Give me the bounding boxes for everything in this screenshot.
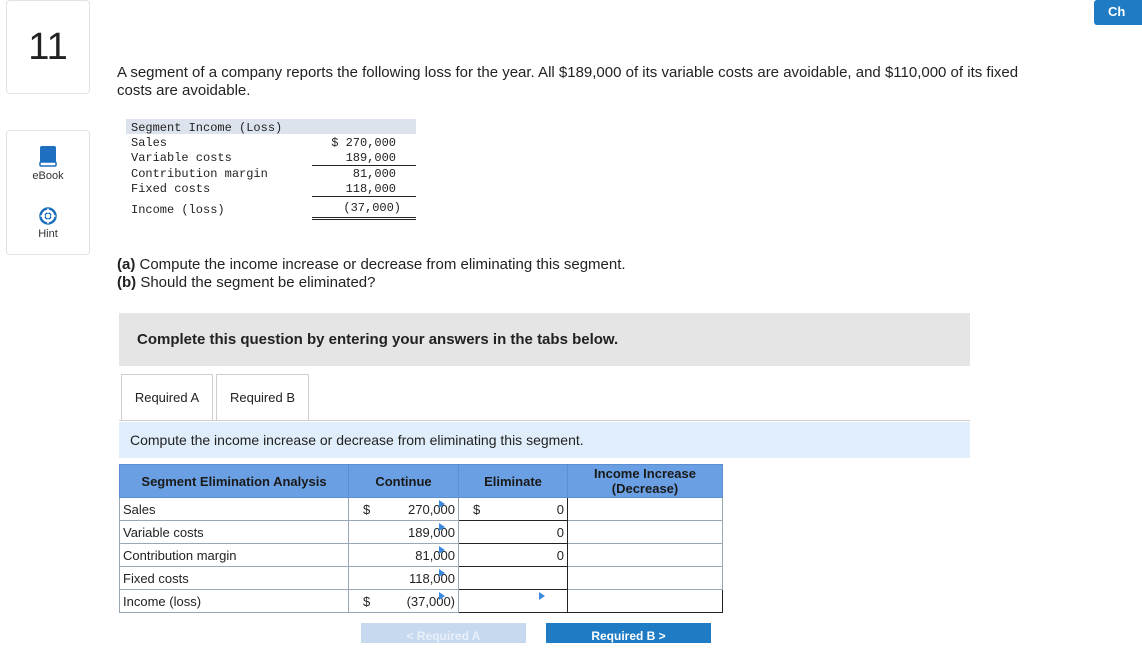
part-b-label: (b) <box>117 274 137 291</box>
eliminate-value: 0 <box>556 501 564 517</box>
question-number <box>6 0 90 94</box>
prev-label: < Required A <box>406 629 481 643</box>
given-label: Sales <box>131 136 168 150</box>
given-label: Income (loss) <box>131 203 225 217</box>
part-b <box>117 274 626 292</box>
eliminate-input[interactable]: 0 <box>459 544 568 567</box>
tab-label: Required B <box>229 390 296 405</box>
sidebar-item-ebook[interactable] <box>7 145 89 182</box>
question-number-text: 11 <box>28 25 68 68</box>
dollar-sign: $ <box>363 501 371 517</box>
income-change-cell <box>568 498 723 521</box>
given-label: Variable costs <box>131 151 232 165</box>
tab-required-b[interactable] <box>216 374 309 421</box>
table-row <box>120 544 723 567</box>
ebook-label: eBook <box>32 170 64 182</box>
tab-label: Required A <box>134 390 200 405</box>
input-marker-icon <box>439 546 445 554</box>
given-double-underline <box>312 217 416 218</box>
given-value: 189,000 <box>345 151 396 165</box>
instruction-banner: Complete this question by entering your answers in the tabs below. <box>119 313 970 366</box>
table-row <box>120 498 723 521</box>
input-marker-icon <box>439 592 445 600</box>
tab-instruction: Compute the income increase or decrease from eliminating this segment. <box>119 422 970 458</box>
header-continue: Continue <box>349 465 459 498</box>
check-my-work-button[interactable] <box>1094 0 1142 25</box>
given-label: Contribution margin <box>131 167 268 181</box>
tab-divider <box>119 420 970 421</box>
table-row <box>120 521 723 544</box>
input-marker-icon <box>439 500 445 508</box>
given-value: (37,000) <box>343 201 401 215</box>
question-text: A segment of a company reports the following loss for the year. All $189,000 of its variable costs are avoidable, and $110,000 of its fixed costs are avoidable. <box>117 64 1019 99</box>
given-value: 118,000 <box>345 182 396 196</box>
input-marker-icon <box>539 592 545 600</box>
given-title: Segment Income (Loss) <box>131 121 283 135</box>
row-label: Variable costs <box>120 521 349 544</box>
sidebar-item-hint[interactable] <box>7 207 89 240</box>
table-header-row <box>120 465 723 498</box>
next-tab-button[interactable] <box>546 623 711 643</box>
part-a <box>117 256 626 274</box>
continue-value: (37,000) <box>406 593 455 609</box>
given-underline <box>312 196 416 197</box>
lifebuoy-icon <box>39 207 57 225</box>
row-label: Contribution margin <box>120 544 349 567</box>
sidebar-tools <box>6 130 90 255</box>
given-double-underline <box>312 219 416 220</box>
table-row <box>120 590 723 613</box>
part-b-text: Should the segment be eliminated? <box>136 274 376 291</box>
income-change-cell <box>568 567 723 590</box>
given-underline <box>312 165 416 166</box>
given-value: $ 270,000 <box>331 136 396 150</box>
question-parts <box>117 256 626 292</box>
eliminate-input[interactable] <box>459 498 568 521</box>
header-eliminate: Eliminate <box>459 465 568 498</box>
eliminate-input[interactable] <box>459 590 568 613</box>
continue-cell: 189,000 <box>349 521 459 544</box>
prev-tab-button[interactable] <box>361 623 526 643</box>
next-label: Required B > <box>591 629 666 643</box>
eliminate-input[interactable] <box>459 567 568 590</box>
input-marker-icon <box>439 523 445 531</box>
book-icon <box>39 145 57 167</box>
header-income-change: Income Increase (Decrease) <box>568 465 723 498</box>
hint-label: Hint <box>38 228 58 240</box>
header-segment: Segment Elimination Analysis <box>120 465 349 498</box>
tab-required-a[interactable] <box>121 374 213 421</box>
continue-value: 270,000 <box>408 501 455 517</box>
given-value: 81,000 <box>352 167 396 181</box>
continue-cell: 118,000 <box>349 567 459 590</box>
input-marker-icon <box>439 569 445 577</box>
table-row <box>120 567 723 590</box>
row-label: Income (loss) <box>120 590 349 613</box>
part-a-label: (a) <box>117 256 136 273</box>
given-label: Fixed costs <box>131 182 211 196</box>
continue-cell: 81,000 <box>349 544 459 567</box>
dollar-sign: $ <box>363 593 371 609</box>
eliminate-input[interactable]: 0 <box>459 521 568 544</box>
row-label: Fixed costs <box>120 567 349 590</box>
income-change-cell <box>568 544 723 567</box>
segment-elimination-table <box>119 464 723 613</box>
row-label: Sales <box>120 498 349 521</box>
income-change-cell <box>568 521 723 544</box>
dollar-sign: $ <box>473 501 481 517</box>
check-label: Ch <box>1108 4 1126 19</box>
income-change-input[interactable] <box>568 590 723 613</box>
part-a-text: Compute the income increase or decrease from eliminating this segment. <box>135 256 626 273</box>
